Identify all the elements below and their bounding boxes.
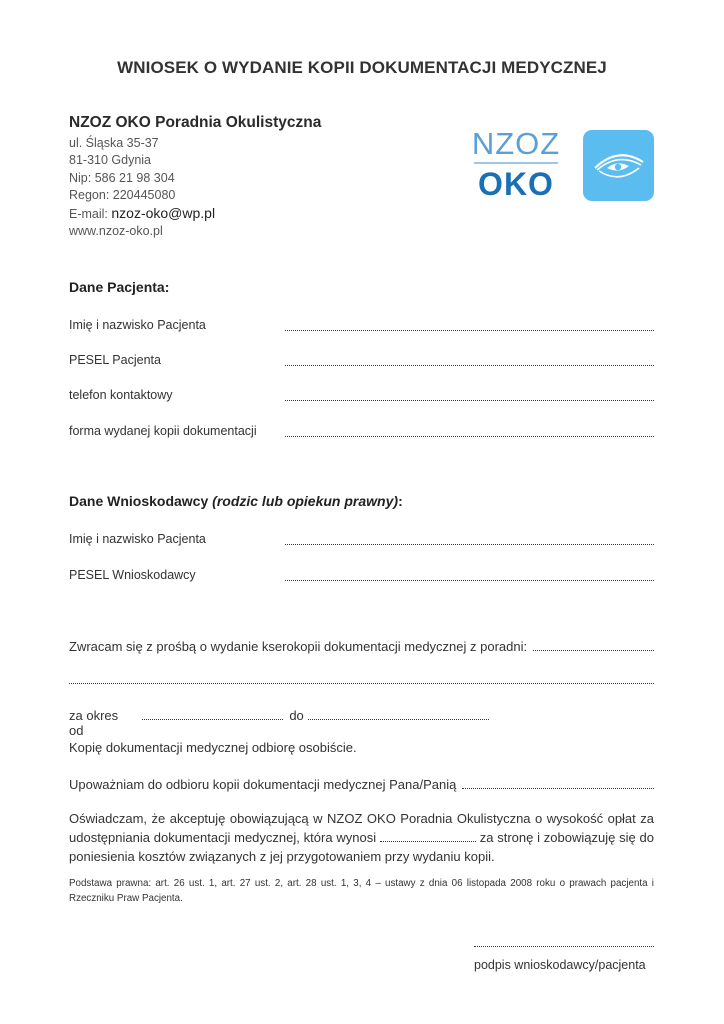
copy-form-field[interactable] [285, 424, 654, 437]
period-row [69, 708, 489, 738]
applicant-name-label: Imię i nazwisko Pacjenta [69, 532, 206, 546]
patient-name-row [69, 318, 654, 336]
declaration-text-a: Oświadczam, że akceptuję obowiązującą w NZOZ OKO Poradnia Okulistyczna o wysokość opłat za udostępniania dokumentacji medycznej, która wynosi [69, 811, 654, 845]
period-from-label: za okres od [69, 708, 119, 738]
request-clinic-field-2[interactable] [69, 672, 654, 684]
logo-bottom-text: OKO [478, 166, 554, 202]
signature-field[interactable] [474, 940, 654, 947]
pickup-statement: Kopię dokumentacji medycznej odbiorę osobiście. [69, 740, 357, 755]
applicant-pesel-field[interactable] [285, 568, 654, 581]
patient-pesel-field[interactable] [285, 353, 654, 366]
signature-label: podpis wnioskodawcy/pacjenta [474, 958, 646, 972]
patient-pesel-row [69, 353, 654, 371]
applicant-heading-colon: : [398, 493, 403, 509]
applicant-name-field[interactable] [285, 532, 654, 545]
phone-row [69, 388, 654, 406]
clinic-regon: Regon: 220445080 [69, 188, 176, 202]
clinic-email-row [69, 205, 215, 221]
clinic-city: 81-310 Gdynia [69, 153, 152, 167]
patient-section-heading: Dane Pacjenta: [69, 279, 170, 295]
request-clinic-label: Zwracam się z prośbą o wydanie kserokopii dokumentacji medycznej z poradni: [69, 639, 528, 654]
eye-icon [583, 130, 654, 201]
period-to-label: do [289, 708, 304, 723]
legal-basis: Podstawa prawna: art. 26 ust. 1, art. 27 ust. 2, art. 28 ust. 1, 3, 4 – ustawy z dnia 06 listopada 2008 roku o prawach pacjenta i Rzeczniku Praw Pacjenta. [69, 878, 654, 904]
authorize-field[interactable] [462, 777, 654, 789]
request-clinic-field[interactable] [533, 639, 654, 651]
applicant-name-row [69, 532, 654, 550]
authorize-row [69, 777, 654, 792]
phone-label: telefon kontaktowy [69, 388, 173, 402]
fee-field[interactable] [380, 830, 476, 842]
clinic-logo [470, 128, 562, 202]
applicant-heading-note: (rodzic lub opiekun prawny) [212, 493, 399, 509]
phone-field[interactable] [285, 388, 654, 401]
period-from-field[interactable] [142, 708, 283, 720]
authorize-label: Upoważniam do odbioru kopii dokumentacji medycznej Pana/Panią [69, 777, 457, 792]
applicant-section-heading [69, 493, 403, 509]
patient-pesel-label: PESEL Pacjenta [69, 353, 161, 367]
clinic-nip: Nip: 586 21 98 304 [69, 171, 175, 185]
declaration-text-b: za stronę i zobowiązuję się do poniesienia kosztów związanych z jej przygotowaniem przy wydaniu kopii. [69, 830, 654, 864]
declaration-paragraph [69, 809, 654, 866]
copy-form-label: forma wydanej kopii dokumentacji [69, 424, 257, 438]
patient-name-field[interactable] [285, 318, 654, 331]
period-to-field[interactable] [308, 708, 489, 720]
request-clinic-continuation [69, 672, 654, 687]
logo-divider [474, 162, 558, 164]
logo-top-text: NZOZ [471, 126, 561, 161]
patient-name-label: Imię i nazwisko Pacjenta [69, 318, 206, 332]
clinic-name: NZOZ OKO Poradnia Okulistyczna [69, 114, 322, 131]
clinic-email[interactable]: nzoz-oko@wp.pl [111, 205, 216, 221]
clinic-email-label: E-mail: [69, 207, 112, 221]
document-title: WNIOSEK O WYDANIE KOPII DOKUMENTACJI MEDYCZNEJ [117, 58, 607, 77]
request-clinic-row [69, 639, 654, 654]
applicant-pesel-row [69, 568, 654, 586]
clinic-website[interactable]: www.nzoz-oko.pl [69, 224, 163, 238]
copy-form-row [69, 424, 654, 442]
applicant-pesel-label: PESEL Wnioskodawcy [69, 568, 196, 582]
applicant-heading-text: Dane Wnioskodawcy [69, 493, 213, 509]
clinic-street: ul. Śląska 35-37 [69, 136, 159, 150]
